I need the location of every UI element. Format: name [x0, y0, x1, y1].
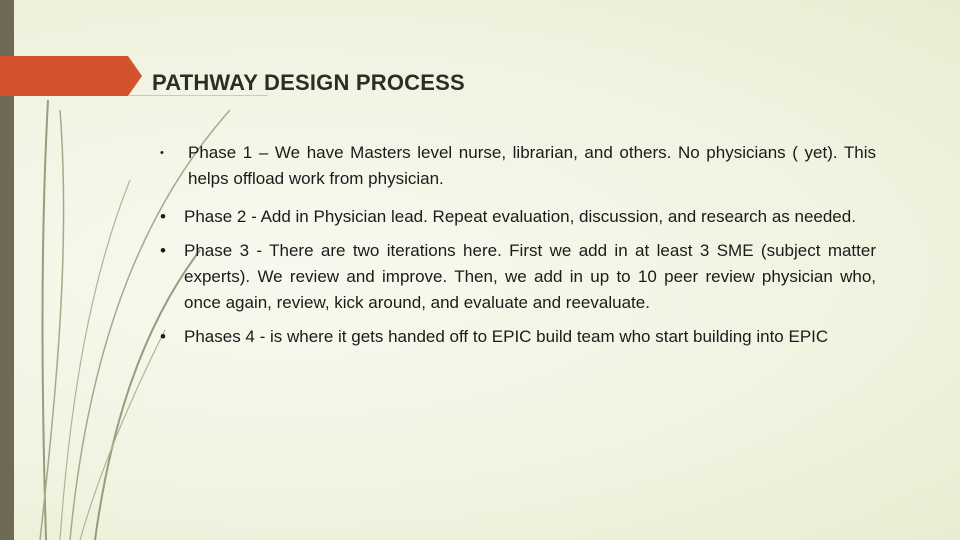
bullet-list	[160, 140, 876, 350]
phase-description: is where it gets handed off to EPIC build team who start building into EPIC	[270, 327, 829, 346]
phase-description: There are two iterations here. First we add in at least 3 SME (subject matter experts). We review and improve. Then, we add in up to 10 peer review physician who, once again, review, kick around, and evaluate and reevaluate.	[184, 241, 876, 312]
list-item-phase-3	[160, 238, 876, 316]
phase-label: Phases 4 -	[184, 327, 270, 346]
bullet-marker: •	[160, 207, 166, 226]
phase-description: Add in Physician lead. Repeat evaluation, discussion, and research as needed.	[260, 207, 856, 226]
phase-label: Phase 3 -	[184, 241, 270, 260]
slide-title: PATHWAY DESIGN PROCESS	[152, 70, 465, 95]
title-accent-tab	[0, 56, 128, 96]
list-item-phase-4	[160, 324, 876, 350]
bullet-marker: •	[160, 327, 166, 346]
bullet-marker: •	[160, 147, 164, 159]
list-item-phase-2	[160, 204, 876, 230]
bullet-marker: •	[160, 241, 166, 260]
phase-label: Phase 1 –	[188, 143, 275, 162]
list-item-phase-1	[160, 140, 876, 192]
phase-description: We have Masters level nurse, librarian, and others. No physicians ( yet). This helps offload work from physician.	[188, 143, 876, 188]
phase-label: Phase 2 -	[184, 207, 261, 226]
